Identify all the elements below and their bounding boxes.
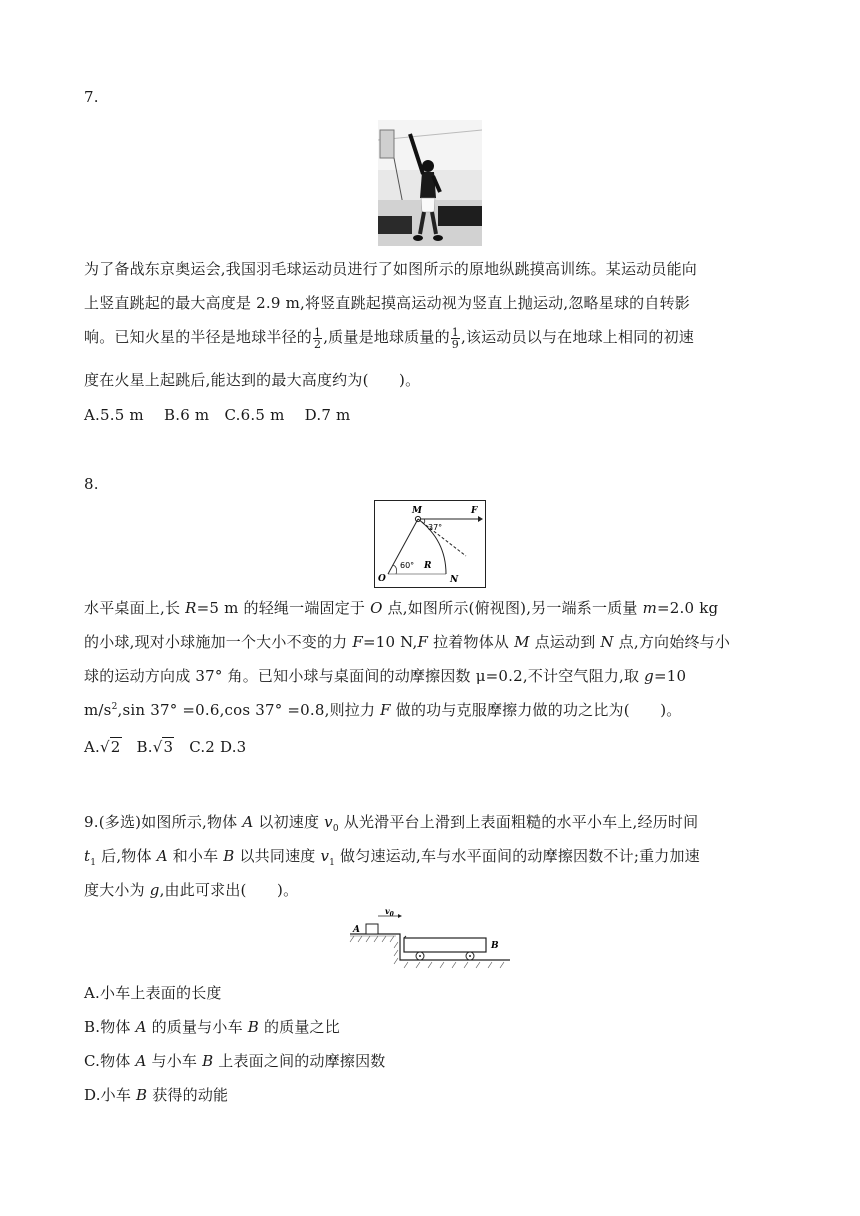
fig8-label-o: O [378,574,386,584]
fig9-label-a: A [353,925,360,935]
q9-line3: 度大小为 g,由此可求出( )。 [84,881,299,899]
q9-line2: $t_1$ 后,物体 A 和小车 B 以共同速度 $v_1$ 做匀速运动,车与水平面间的动摩擦因数不计;重力加速 [84,847,700,868]
q7-line2: 上竖直跳起的最大高度是 2.9 m,将竖直跳起摸高运动视为竖直上抛运动,忽略星球的自转影 [84,294,690,312]
q9-figure [348,908,512,970]
q7-line4: 度在火星上起跳后,能达到的最大高度约为( )。 [84,371,421,389]
q7-number: 7. [84,88,99,106]
q8-line4: $m/s^2,\sin$ 37° =0.6,cos 37° =0.8,则拉力 F 做的功与克服摩擦力做的功之比为( )。 [84,701,682,719]
fraction-one-half: $\frac{1}{2}$ [314,325,322,351]
fig9-label-b: B [491,941,499,951]
fig8-label-n: N [450,575,459,585]
q9-option-d: D.小车 B 获得的动能 [84,1086,229,1104]
q8-options: A.√2 B.√3 C.2 D.3 [84,738,247,756]
q9-option-c: C.物体 A 与小车 B 上表面之间的动摩擦因数 [84,1052,386,1070]
q8-line1: 水平桌面上,长 R=5 m 的轻绳一端固定于 O 点,如图所示(俯视图),另一端系一质量 m=2.0 kg [84,599,719,617]
q8-number: 8. [84,475,99,493]
q8-line2: 的小球,现对小球施加一个大小不变的力 F=10 N,F 拉着物体从 M 点运动到 N 点,方向始终与小 [84,633,731,651]
fig8-angle-37: 37° [428,523,443,532]
q9-option-b: B.物体 A 的质量与小车 B 的质量之比 [84,1018,340,1036]
fig8-label-f: F [471,506,478,516]
fig8-label-m: M [412,506,422,516]
q7-options: A.5.5 m B.6 m C.6.5 m D.7 m [84,406,351,424]
q7-photo [378,120,482,246]
q9-option-a: A.小车上表面的长度 [84,984,222,1002]
fig8-angle-60: 60° [400,561,415,570]
fig9-label-v0: $v_0$ [385,908,394,918]
q8-figure [374,500,486,588]
fig8-label-r: R [424,561,432,571]
q9-line1: 9.(多选)如图所示,物体 A 以初速度 $v_0$ 从光滑平台上滑到上表面粗糙的水平小车上,经历时间 [84,813,699,834]
fraction-one-ninth: $\frac{1}{9}$ [451,325,459,351]
sqrt-2: √2 [100,738,121,756]
sqrt-3: √3 [152,738,174,756]
q7-line1: 为了备战东京奥运会,我国羽毛球运动员进行了如图所示的原地纵跳摸高训练。某运动员能向 [84,260,697,278]
q8-line3: 球的运动方向成 37° 角。已知小球与桌面间的动摩擦因数 μ=0.2,不计空气阻力,取 g=10 [84,667,687,685]
q7-line3: 响。已知火星的半径是地球半径的 $\frac{1}{2}$ ,质量是地球质量的 $\frac{1}{9}$ ,该运动员以与在地球上相同的初速 [84,325,694,351]
